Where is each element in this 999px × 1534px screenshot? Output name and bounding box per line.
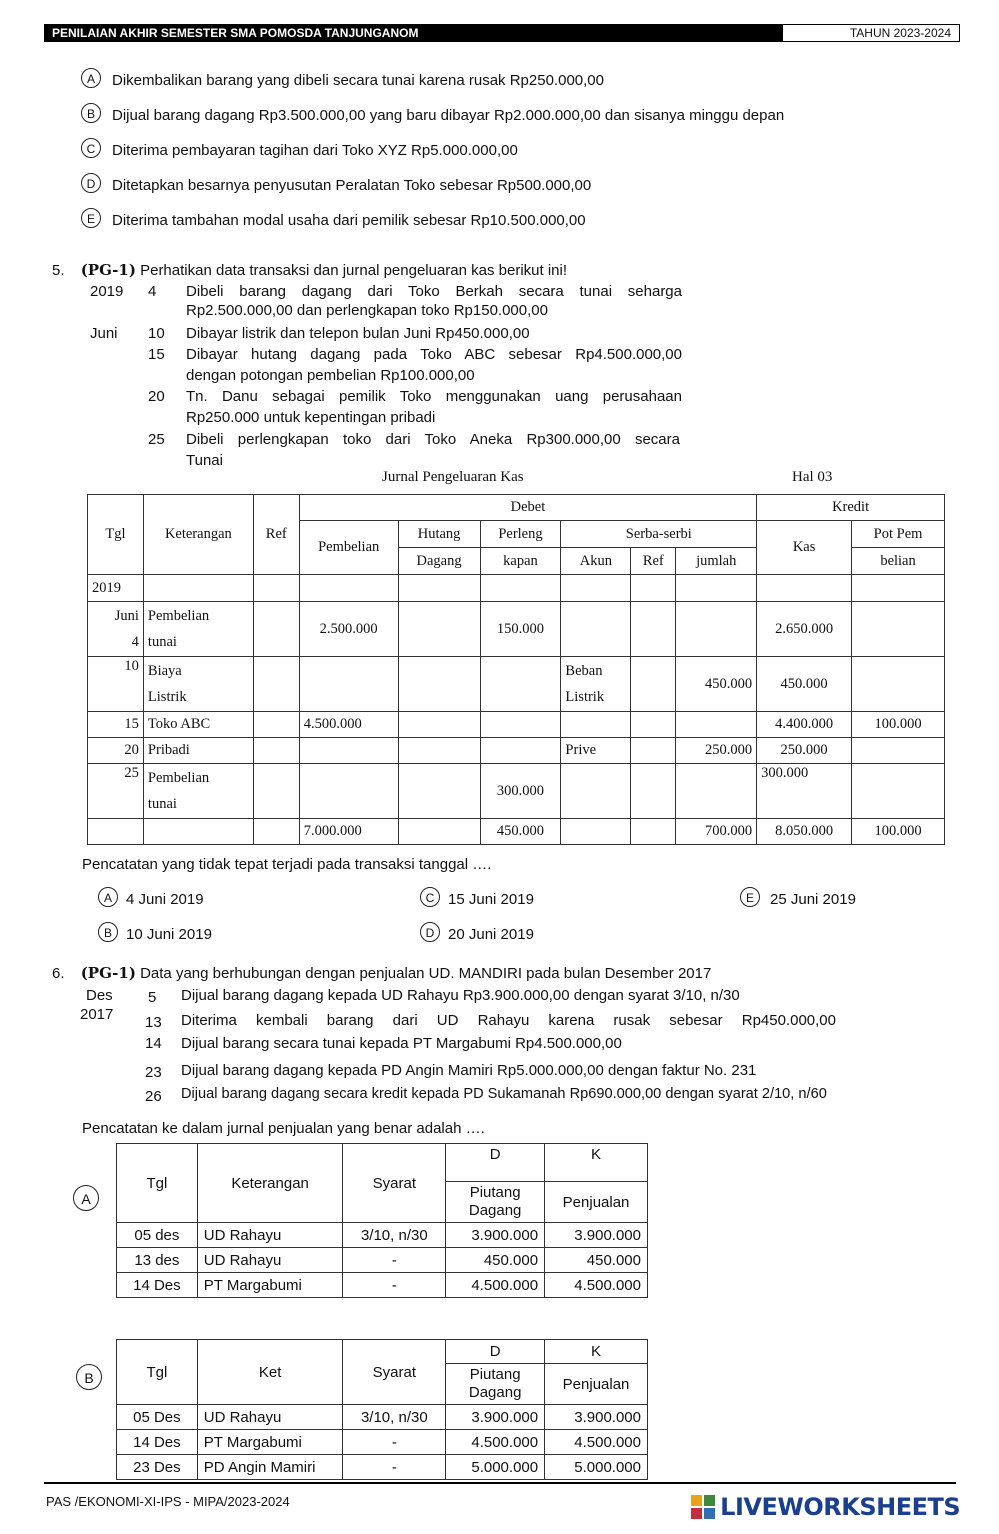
cell: 450.000	[545, 1248, 648, 1273]
head-dagang: Dagang	[468, 1384, 522, 1401]
footer-divider	[44, 1482, 956, 1484]
option-text: 4 Juni 2019	[126, 891, 204, 908]
cell: 300.000	[757, 764, 852, 819]
q5-transaction-text: dengan potongan pembelian Rp100.000,00	[186, 367, 475, 384]
q5-stem	[52, 261, 567, 279]
cell: Pribadi	[143, 738, 253, 764]
cell: Listrik	[147, 689, 187, 705]
q6-table-b	[116, 1339, 648, 1480]
head-piutang: Piutang	[469, 1366, 521, 1383]
table-row	[117, 1248, 648, 1273]
q5-transaction-text: Dibeli barang dagang dari Toko Berkah secara tunai seharga	[186, 283, 682, 300]
table-row	[88, 712, 945, 738]
cash-disbursement-journal	[87, 494, 945, 845]
question-tag: (PG-1)	[80, 261, 136, 279]
option-text: 10 Juni 2019	[126, 926, 212, 943]
page-header	[44, 24, 960, 42]
cell: 450.000	[446, 1248, 545, 1273]
q6-day: 26	[145, 1088, 162, 1105]
cell: Beban	[565, 663, 603, 679]
q5-transaction-text: Tn. Danu sebagai pemilik Toko menggunakan uang perusahaan	[186, 388, 682, 405]
option-text: 20 Juni 2019	[448, 926, 534, 943]
option-circle[interactable]: B	[76, 1364, 102, 1390]
table-row	[117, 1405, 648, 1430]
q6-day: 14	[145, 1035, 162, 1052]
q5-transaction-text: Dibayar listrik dan telepon bulan Juni Rp450.000,00	[186, 325, 530, 342]
col-keterangan: Keterangan	[143, 495, 253, 575]
table-row	[88, 602, 945, 657]
q5-transaction-text: Dibayar hutang dagang pada Toko ABC sebesar Rp4.500.000,00	[186, 346, 682, 363]
q6-month: Des	[86, 987, 113, 1004]
cell: Toko ABC	[143, 712, 253, 738]
cell: 450.000	[757, 657, 852, 712]
liveworksheets-grid-icon	[690, 1494, 716, 1520]
q6-transaction-text: Dijual barang dagang kepada PD Angin Mamiri Rp5.000.000,00 dengan faktur No. 231	[181, 1062, 757, 1079]
cell: 8.050.000	[757, 819, 852, 845]
head-k: K	[545, 1340, 648, 1364]
q5-year: 2019	[90, 283, 124, 300]
col-perleng: Perleng	[480, 521, 561, 548]
cell: Pembelian	[147, 608, 210, 624]
cell: Juni	[114, 608, 139, 624]
option-circle[interactable]: A	[73, 1185, 99, 1211]
question-tag: (PG-1)	[80, 964, 136, 982]
table-row	[117, 1223, 648, 1248]
cell: 4.500.000	[446, 1430, 545, 1455]
q6-transaction-text: Diterima kembali barang dari UD Rahayu karena rusak sebesar Rp450.000,00	[181, 1012, 836, 1029]
cell: -	[343, 1248, 446, 1273]
cell: 05 des	[117, 1223, 198, 1248]
exam-year: TAHUN 2023-2024	[782, 24, 960, 42]
head-dagang: Dagang	[468, 1202, 522, 1219]
option-text: 15 Juni 2019	[448, 891, 534, 908]
head-syarat: Syarat	[343, 1340, 446, 1405]
col-sref: Ref	[631, 548, 676, 575]
cell: 3/10, n/30	[343, 1405, 446, 1430]
cell: 05 Des	[117, 1405, 198, 1430]
cell: 3.900.000	[446, 1405, 545, 1430]
q6-stem	[52, 964, 711, 982]
cell: 4.500.000	[446, 1273, 545, 1298]
cell: -	[343, 1455, 446, 1480]
cell: Listrik	[565, 689, 605, 705]
option-text: Diterima pembayaran tagihan dari Toko XYZ Rp5.000.000,00	[112, 142, 518, 159]
option-circle[interactable]: C	[81, 138, 101, 158]
journal-title: Jurnal Pengeluaran Kas	[382, 469, 524, 485]
cell: 20	[88, 738, 144, 764]
table-row	[117, 1455, 648, 1480]
q5-day: 20	[148, 388, 165, 405]
q6-year: 2017	[80, 1006, 114, 1023]
cell: 3.900.000	[545, 1405, 648, 1430]
cell: Prive	[561, 738, 631, 764]
option-text: Ditetapkan besarnya penyusutan Peralatan Toko sebesar Rp500.000,00	[112, 177, 592, 194]
cell: 14 Des	[117, 1273, 198, 1298]
cell: -	[343, 1273, 446, 1298]
cell: 250.000	[757, 738, 852, 764]
cell: 4.500.000	[545, 1273, 648, 1298]
option-circle[interactable]: D	[420, 922, 440, 942]
cell: 3/10, n/30	[343, 1223, 446, 1248]
table-row	[117, 1273, 648, 1298]
cell: 4.500.000	[299, 712, 398, 738]
cell: 4.500.000	[545, 1430, 648, 1455]
question-number: 5.	[52, 262, 65, 279]
head-ket: Keterangan	[197, 1144, 343, 1223]
cell: 2.650.000	[757, 602, 852, 657]
col-jumlah: jumlah	[676, 548, 757, 575]
head-penjualan: Penjualan	[545, 1364, 648, 1405]
q5-question: Pencatatan yang tidak tepat terjadi pada transaksi tanggal ….	[82, 856, 492, 873]
cell: PT Margabumi	[197, 1430, 343, 1455]
cell: 100.000	[852, 712, 945, 738]
option-text: Dijual barang dagang Rp3.500.000,00 yang baru dibayar Rp2.000.000,00 dan sisanya minggu depan	[112, 107, 785, 124]
cell: 4	[131, 634, 139, 650]
cell: 23 Des	[117, 1455, 198, 1480]
journal-page: Hal 03	[792, 469, 833, 485]
cell: 450.000	[480, 819, 561, 845]
cell: 5.000.000	[446, 1455, 545, 1480]
col-kredit: Kredit	[757, 495, 945, 521]
q6-day: 5	[148, 989, 157, 1006]
col-akun: Akun	[561, 548, 631, 575]
cell: Pembelian	[147, 770, 210, 786]
question-number: 6.	[52, 965, 65, 982]
q6-day: 23	[145, 1064, 162, 1081]
cell: 10	[88, 657, 144, 712]
col-pot: Pot Pem	[852, 521, 945, 548]
col-debet: Debet	[299, 495, 756, 521]
option-text: 25 Juni 2019	[770, 891, 856, 908]
col-perleng-2: kapan	[480, 548, 561, 575]
q5-day: 15	[148, 346, 165, 363]
q6-transaction-text: Dijual barang dagang secara kredit kepada PD Sukamanah Rp690.000,00 dengan syarat 2/10, n/60	[181, 1086, 827, 1102]
cell: 100.000	[852, 819, 945, 845]
col-pembelian: Pembelian	[299, 521, 398, 575]
cell: 250.000	[676, 738, 757, 764]
liveworksheets-logo[interactable]	[690, 1494, 960, 1524]
col-hutang-2: Dagang	[398, 548, 480, 575]
cell: 5.000.000	[545, 1455, 648, 1480]
head-tgl: Tgl	[117, 1144, 198, 1223]
cell: 25	[88, 764, 144, 819]
footer-text: PAS /EKONOMI-XI-IPS - MIPA/2023-2024	[46, 1494, 290, 1509]
table-row	[117, 1430, 648, 1455]
option-circle[interactable]: C	[420, 887, 440, 907]
q5-day: 25	[148, 431, 165, 448]
option-circle[interactable]: A	[81, 68, 101, 88]
cell: 2019	[88, 575, 144, 602]
cell: 700.000	[676, 819, 757, 845]
col-hutang: Hutang	[398, 521, 480, 548]
option-circle[interactable]: A	[98, 887, 118, 907]
cell: tunai	[147, 634, 177, 650]
option-circle[interactable]: B	[81, 103, 101, 123]
option-text: Dikembalikan barang yang dibeli secara tunai karena rusak Rp250.000,00	[112, 72, 604, 89]
brand-text: LIVEWORKSHEETS	[720, 1493, 961, 1521]
cell: 4.400.000	[757, 712, 852, 738]
cell: 15	[88, 712, 144, 738]
cell: PT Margabumi	[197, 1273, 343, 1298]
q6-day: 13	[145, 1014, 162, 1031]
head-penjualan: Penjualan	[545, 1182, 648, 1223]
table-row	[88, 575, 945, 602]
head-syarat: Syarat	[343, 1144, 446, 1223]
cell: UD Rahayu	[197, 1248, 343, 1273]
table-row	[88, 738, 945, 764]
q6-question: Pencatatan ke dalam jurnal penjualan yang benar adalah ….	[82, 1120, 485, 1137]
head-d: D	[446, 1144, 545, 1182]
cell: 14 Des	[117, 1430, 198, 1455]
cell: UD Rahayu	[197, 1223, 343, 1248]
head-tgl: Tgl	[117, 1340, 198, 1405]
cell: PD Angin Mamiri	[197, 1455, 343, 1480]
col-ref: Ref	[253, 495, 299, 575]
q5-transaction-text: Rp2.500.000,00 dan perlengkapan toko Rp150.000,00	[186, 302, 548, 319]
cell: -	[343, 1430, 446, 1455]
table-row	[88, 764, 945, 819]
q6-transaction-text: Dijual barang dagang kepada UD Rahayu Rp3.900.000,00 dengan syarat 3/10, n/30	[181, 987, 740, 1004]
cell: UD Rahayu	[197, 1405, 343, 1430]
question-intro: Data yang berhubungan dengan penjualan UD. MANDIRI pada bulan Desember 2017	[140, 965, 712, 982]
col-kas: Kas	[757, 521, 852, 575]
table-row	[88, 657, 945, 712]
col-serba-serbi: Serba-serbi	[561, 521, 757, 548]
option-text: Diterima tambahan modal usaha dari pemilik sebesar Rp10.500.000,00	[112, 212, 586, 229]
q5-transaction-text: Rp250.000 untuk kepentingan pribadi	[186, 409, 436, 426]
q5-transaction-text: Dibeli perlengkapan toko dari Toko Aneka Rp300.000,00 secara	[186, 431, 680, 448]
head-piutang: Piutang	[469, 1184, 521, 1201]
table-row-total	[88, 819, 945, 845]
option-circle[interactable]: B	[98, 922, 118, 942]
exam-title: PENILAIAN AKHIR SEMESTER SMA POMOSDA TANJUNGANOM	[44, 24, 782, 42]
cell: 150.000	[480, 602, 561, 657]
q5-month: Juni	[90, 325, 118, 342]
question-intro: Perhatikan data transaksi dan jurnal pengeluaran kas berikut ini!	[140, 262, 568, 279]
cell: 300.000	[480, 764, 561, 819]
cell: 2.500.000	[299, 602, 398, 657]
col-pot-2: belian	[852, 548, 945, 575]
head-d: D	[446, 1340, 545, 1364]
q6-table-a	[116, 1143, 648, 1298]
col-tgl: Tgl	[88, 495, 144, 575]
cell: 3.900.000	[545, 1223, 648, 1248]
cell: tunai	[147, 796, 177, 812]
q5-transaction-text: Tunai	[186, 452, 223, 469]
cell: 450.000	[676, 657, 757, 712]
head-k: K	[545, 1144, 648, 1182]
q6-transaction-text: Dijual barang secara tunai kepada PT Margabumi Rp4.500.000,00	[181, 1035, 622, 1052]
option-circle[interactable]: E	[740, 887, 760, 907]
cell: 3.900.000	[446, 1223, 545, 1248]
q5-day: 4	[148, 283, 157, 300]
option-circle[interactable]: D	[81, 173, 101, 193]
option-circle[interactable]: E	[81, 208, 101, 228]
head-ket: Ket	[197, 1340, 343, 1405]
q5-day: 10	[148, 325, 165, 342]
cell: 13 des	[117, 1248, 198, 1273]
cell: 7.000.000	[299, 819, 398, 845]
cell: Biaya	[147, 663, 182, 679]
